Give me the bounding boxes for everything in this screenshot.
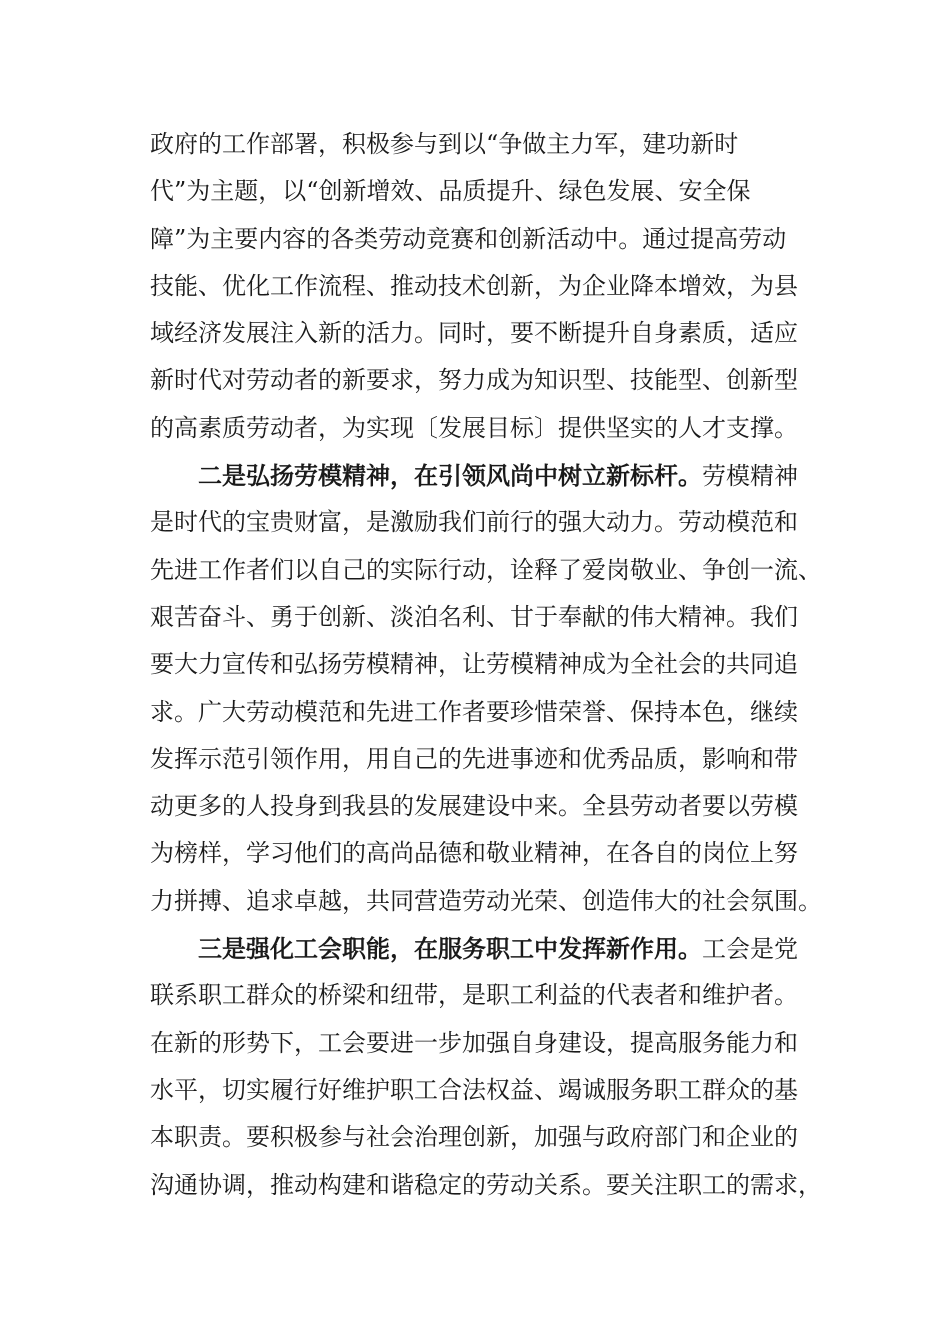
text-line-6 bbox=[150, 357, 840, 404]
line-text: 要大力宣传和弘扬劳模精神，让劳模精神成为全社会的共同追 bbox=[150, 650, 798, 679]
text-line-7 bbox=[150, 405, 840, 452]
line-text: 力拼搏、追求卓越，共同营造劳动光荣、创造伟大的社会氛围。 bbox=[150, 886, 822, 915]
text-line-10 bbox=[150, 547, 840, 594]
line-text: 域经济发展注入新的活力。同时，要不断提升自身素质，适应 bbox=[150, 319, 798, 348]
section-heading: 三是强化工会职能，在服务职工中发挥新作用。 bbox=[150, 934, 702, 964]
line-text: 的高素质劳动者，为实现〔发展目标〕提供坚实的人才支撑。 bbox=[150, 413, 798, 442]
text-line-17 bbox=[150, 878, 840, 925]
line-text: 技能、优化工作流程、推动技术创新，为企业降本增效，为县 bbox=[150, 271, 798, 300]
text-line-1 bbox=[150, 121, 840, 168]
text-line-4 bbox=[150, 263, 840, 310]
text-line-13 bbox=[150, 689, 840, 736]
text-line-21 bbox=[150, 1067, 840, 1114]
text-line-2 bbox=[150, 168, 840, 215]
line-text: 新时代对劳动者的新要求，努力成为知识型、技能型、创新型 bbox=[150, 366, 798, 395]
line-text: 政府的工作部署，积极参与到以“争做主力军，建功新时 bbox=[150, 130, 739, 158]
section-heading-line-3 bbox=[150, 925, 840, 972]
line-text: 发挥示范引领作用，用自己的先进事迹和优秀品质，影响和带 bbox=[150, 744, 798, 773]
text-line-9 bbox=[150, 499, 840, 546]
text-line-3 bbox=[150, 216, 840, 263]
line-text: 劳模精神 bbox=[702, 462, 798, 491]
section-heading-line-2 bbox=[150, 452, 840, 499]
text-line-14 bbox=[150, 736, 840, 783]
line-text: 在新的形势下，工会要进一步加强自身建设，提高服务能力和 bbox=[150, 1028, 798, 1057]
line-text: 水平，切实履行好维护职工合法权益、竭诚服务职工群众的基 bbox=[150, 1075, 798, 1104]
text-line-12 bbox=[150, 641, 840, 688]
text-line-5 bbox=[150, 310, 840, 357]
line-text: 沟通协调，推动构建和谐稳定的劳动关系。要关注职工的需求， bbox=[150, 1170, 822, 1199]
text-line-19 bbox=[150, 972, 840, 1019]
text-line-16 bbox=[150, 830, 840, 877]
line-text: 联系职工群众的桥梁和纽带，是职工利益的代表者和维护者。 bbox=[150, 981, 798, 1010]
line-text: 艰苦奋斗、勇于创新、淡泊名利、甘于奉献的伟大精神。我们 bbox=[150, 602, 798, 631]
line-text: 为榜样，学习他们的高尚品德和敬业精神，在各自的岗位上努 bbox=[150, 839, 798, 868]
text-line-11 bbox=[150, 594, 840, 641]
section-heading: 二是弘扬劳模精神，在引领风尚中树立新标杆。 bbox=[150, 461, 702, 491]
text-line-22 bbox=[150, 1114, 840, 1161]
body-text bbox=[150, 121, 840, 1209]
line-text: 工会是党 bbox=[702, 935, 798, 964]
line-text: 障”为主要内容的各类劳动竞赛和创新活动中。通过提高劳动 bbox=[150, 224, 787, 253]
line-text: 代”为主题，以“创新增效、品质提升、绿色发展、安全保 bbox=[150, 177, 751, 206]
line-text: 先进工作者们以自己的实际行动，诠释了爱岗敬业、争创一流、 bbox=[150, 555, 822, 584]
line-text: 求。广大劳动模范和先进工作者要珍惜荣誉、保持本色，继续 bbox=[150, 697, 798, 726]
text-line-20 bbox=[150, 1020, 840, 1067]
text-line-15 bbox=[150, 783, 840, 830]
text-line-23 bbox=[150, 1162, 840, 1209]
line-text: 是时代的宝贵财富，是激励我们前行的强大动力。劳动模范和 bbox=[150, 508, 798, 537]
line-text: 本职责。要积极参与社会治理创新，加强与政府部门和企业的 bbox=[150, 1123, 798, 1152]
line-text: 动更多的人投身到我县的发展建设中来。全县劳动者要以劳模 bbox=[150, 792, 798, 821]
